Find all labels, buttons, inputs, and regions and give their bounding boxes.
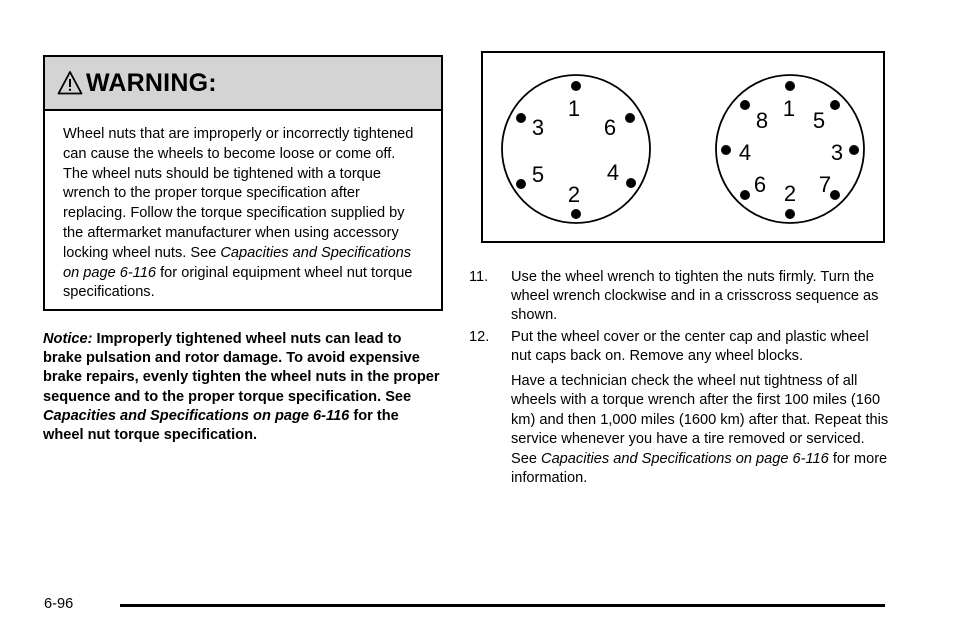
step-number: 12. <box>469 329 490 345</box>
lug-nut-sequence-figure <box>481 51 885 243</box>
lug-nut <box>830 100 840 110</box>
step-11 <box>469 268 889 325</box>
lug-nut <box>626 178 636 188</box>
notice-page-reference: Capacities and Specifications on page 6-116 <box>43 407 350 424</box>
warning-page-reference: Capacities and Specifications on page 6-116 <box>63 244 412 281</box>
lug-nut <box>785 209 795 219</box>
warning-triangle-icon <box>57 70 83 96</box>
lug-sequence-number: 5 <box>531 162 545 187</box>
lug-nut <box>740 190 750 200</box>
lug-nut <box>740 100 750 110</box>
notice-paragraph: Notice: Improperly tightened wheel nuts can lead to brake pulsation and rotor damage. To avoid expensive brake repairs, evenly tighten the wheel nuts in the proper sequence and to the proper torque specification. See Capacities and Specifications on page 6-116 for the wheel nut torque specification. <box>43 331 440 444</box>
lug-nut <box>516 113 526 123</box>
lug-nut <box>830 190 840 200</box>
lug-sequence-number: 8 <box>755 108 769 133</box>
lug-sequence-number: 5 <box>812 108 826 133</box>
notice-label: Notice: <box>43 331 93 347</box>
lug-nut <box>516 179 526 189</box>
eight-lug-wheel-diagram <box>716 75 864 223</box>
warning-text: Wheel nuts that are improperly or incorrectly tightened can cause the wheels to become loose or come off. The wheel nuts should be tightened with a torque wrench to the proper torque specification after replacing. Follow the torque specification supplied by the aftermarket manufacturer when using accessory locking wheel nuts. See Capacities and Specifications on page 6-116 for original equipment wheel nut torque specifications. <box>63 126 414 301</box>
lug-sequence-number: 4 <box>606 160 620 185</box>
lug-sequence-number: 6 <box>603 115 617 140</box>
lug-sequence-number: 1 <box>782 96 796 121</box>
footer-rule <box>120 604 885 607</box>
step-text: Put the wheel cover or the center cap and plastic wheel nut caps back on. Remove any wheel blocks. <box>511 329 869 364</box>
lug-sequence-number: 2 <box>567 182 581 207</box>
lug-nut <box>721 145 731 155</box>
warning-header <box>45 57 441 111</box>
tightness-page-reference: Capacities and Specifications on page 6-116 <box>541 450 829 467</box>
lug-sequence-number: 1 <box>567 96 581 121</box>
six-lug-wheel-diagram <box>502 75 650 223</box>
step-text: Use the wheel wrench to tighten the nuts firmly. Turn the wheel wrench clockwise and in a crisscross sequence as shown. <box>511 269 879 323</box>
lug-nut <box>785 81 795 91</box>
tightness-check-paragraph: Have a technician check the wheel nut tightness of all wheels with a torque wrench after the first 100 miles (160 km) and then 1,000 miles (1600 km) after that. Repeat this service whenever you have a tire removed or serviced. See Capacities and Specifications on page 6-116 for more information. <box>511 373 889 487</box>
warning-box <box>43 55 443 311</box>
lug-sequence-number: 3 <box>531 115 545 140</box>
page-number: 6-96 <box>44 596 74 612</box>
warning-title: WARNING: <box>86 68 217 97</box>
step-number: 11. <box>469 269 489 285</box>
lug-sequence-number: 6 <box>753 172 767 197</box>
lug-sequence-number: 3 <box>830 140 844 165</box>
lug-nut <box>571 81 581 91</box>
step-12 <box>469 328 889 366</box>
lug-nut <box>849 145 859 155</box>
lug-nut <box>571 209 581 219</box>
lug-sequence-number: 7 <box>818 172 832 197</box>
lug-sequence-number: 4 <box>738 140 752 165</box>
lug-nut <box>625 113 635 123</box>
lug-sequence-number: 2 <box>783 181 797 206</box>
